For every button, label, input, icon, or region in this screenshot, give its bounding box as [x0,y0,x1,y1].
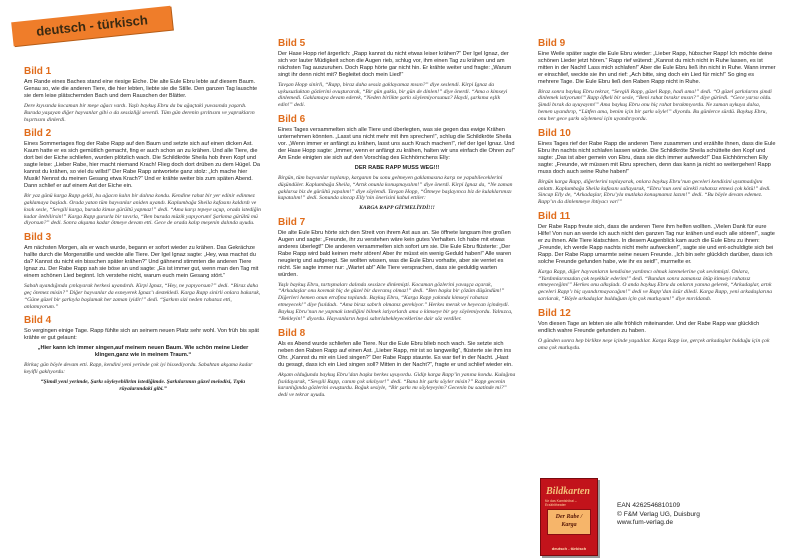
turkish-paragraph: Bir yaz günü karga Rapp geldi, bu ağacın kalın bir dalına kondu. Kendine rahat bir yer edinir edinmez gaklamaya başladı. Orada yatan tüm hayvanlar aniden uyandı. Kaplumbağa Sheila kafasını kaldırdı ve kısık sesle, “Sevgili karga, burada kimse gürültü yapmaz!” dedi. “Ama karşı tepeye uçup, orada istediğin kadar ötebilirsin!” Karga Rapp gururla bir tavırla, “Ben burada müzik yapıyorum! Şarkıma gürültü mü diyorsun?” dedi. Sonra akşama kadar ötmeye devam etti. Gece de orada kalıp meşenin dalında uyudu. [24,192,261,227]
german-paragraph: Als es Abend wurde schliefen alle Tiere. Nur die Eule Ebru blieb noch wach. Sie setzte sich neben den Raben Rapp auf einen Ast. „Lieber Rapp, mir ist so langweilig“, flüsterte sie ihm ins Ohr. „Kannst du mir ein Lied singen?“ Der Rabe Rapp staunte. Es war tief in der Nacht. „Hast du gesagt, dass ich ein Lied singen soll? Mitten in der Nacht?“, fragte er und schlief wieder ein. [278,341,513,368]
section-heading: Bild 10 [538,128,571,140]
german-paragraph: Am nächsten Morgen, als er wach wurde, begann er sofort wieder zu krähen. Das Gekrächze hallte durch die Morgenstille und weckte alle Tiere. Der Igel Ignaz sagte: „Hey, was machst du da? Kannst du nicht ein bisschen später krähen?“ Und gähnend stimmten die anderen Tiere Ignaz zu. Der Rabe Rapp sah sie böse an und sagte: „Es ist immer gut, wenn man den Tag mit einem schönen Lied beginnt. Ich verstehe nicht, warum euch mein Gesang stört.“ [24,245,259,279]
book-language: deutsch - türkisch [551,546,587,551]
turkish-paragraph: Birgün, tüm hayvanlar toplanıp, karganın bu sonu gelmeyen gaklamasına karşı ne yapabileceklerini düşündüler. Kaplumbağa Sheila, “Artık onunla konuşmayalım!” diye önerdi. Kirpi Ignaz da, “Ne zaman gaklarsa biz de gürültü yapalım!” diye söylendi. Tavşan Hopp, “Ötmeye başlayınca biz de kulaklarımızı kapatalım!” dedi. Sonunda sincap Elly’nin önerisini kabul ettiler: [278,174,513,202]
quote-text: “Şimdi yeni yerimde, Şarkı söyleyebilirim istediğimde. Şarkılarımın güzel melodisi, Tıpkı rüyalarımdaki gibi.” [40,378,246,392]
german-paragraph: Der Rabe Rapp freute sich, dass die anderen Tiere ihm helfen wollten. „Vielen Dank für eure Hilfe! Von nun an werde ich auch nicht den ganzen Tag nur krähen und euch alle stören!“, sagte er zu ihnen. Alle Tiere klatschten. In diesem Augenblick kam auch die Eule Ebru zu ihnen: „Freunde, ich werde Rapp nachts nicht mehr aufwecken!“, sagte sie und ent-schuldigte sich bei Rapp. Der Rabe Rapp umarmte seine neuen Freunde. „Ich bin sehr glücklich darüber, dass ich solche Freunde gefunden habe, wie ihr es seid!“, murmelte er. [538,224,775,265]
turkish-paragraph: Birkaç gün böyle devam etti. Rapp, kendini yeni yerinde çok iyi hissediyordu. Sabahtan akşama kadar keyifli gaklıyordu: [24,362,253,375]
german-paragraph: Eines Tages rief der Rabe Rapp die anderen Tiere zusammen und erzählte ihnen, dass die Eule Ebru ihn nachts nicht schlafen lassen würde. Die Schildkröte Sheila schüttelte den Kopf und sagte: „Das ist aber gemein von Ebru, dass sie dich immer aufweckt!“ Das Eichhörnchen Elly sagte: „Freunde, wir müssen mit Ebru sprechen, denn das kann ja nicht so weitergehen! Rapp muss doch auch seine Ruhe haben!“ [538,141,776,175]
german-paragraph: Von diesen Tage an lebten sie alle fröhlich miteinander. Und der Rabe Rapp war glücklich endlich wahre Freunde gefunden zu haben. [538,321,760,335]
imprint [617,502,700,528]
language-banner [11,6,173,47]
turkish-paragraph: Birgün karga Rapp, diğerlerini toplayarak, onlara baykuş Ebru’nun geceleri kendisini uyutmadığını anlattı. Kaplumbağa Sheila kafasını sallayarak, “Ebru’nun seni sürekli rahatsız etmesi çok kötü!” dedi. Sincap Elly de, “Arkadaşlar, Ebru’yla mutlaka konuşmamız lazım!” dedi. “Bu böyle devam edemez. Rapp’ın da dinlenmeye ihtiyacı var!” [538,178,771,206]
turkish-paragraph: Akşam olduğunda baykuş Ebru’dan başka herkes uyuyordu. Gidip karga Rapp’in yanına kondu. Kulağına fısıldayarak, “Sevgili Rapp, canım çok sıkılıyor!” dedi. “Bana bir şarkı söyler misin?” Rapp gecenin karanlığında gözlerini ovuşturdu. Boğuk sesiyle, “Bir şarkı mı söyleyeyim? Gecenin bu saatinde mi?” dedi ve tekrar uyudu. [278,371,516,399]
turkish-paragraph: Yaşlı baykuş Ebru, tartışmaları dalında sessizce dinlemişti. Kocaman gözlerini yavaşça açarak, “Arkadaşlar onu kovmak hiç de güzel bir davranış olmaz!” dedi. “Ben başka bir çözüm düşündüm!” Diğerleri hemen onun etrafına toplandı. Baykuş Ebru, “Karga Rapp yakında kimseyi rahatsız etmeyecek!” diye fısıldadı. “Ama biraz sabırlı olmanız gerekiyor.” Herkes merak ve heyecan içindeydi. Baykuş Ebru’nun ne yapmak istediğini bilmek istiyorlardı ama o kimseye bir şey söylemiyordu. Yalnızca, “Bekleyin!” diyordu. Hayvanların hepsi sabırlabekleyeceklerine dair söz verdiler. [278,281,513,323]
story-section [278,328,516,399]
section-heading: Bild 3 [24,232,52,244]
section-heading: Bild 7 [278,217,306,229]
publisher-url: www.fum-verlag.de [617,519,674,527]
story-section [278,114,516,212]
column-middle [278,38,516,404]
book-plate: Der Rabe / Karga [547,509,591,535]
story-section [24,128,262,227]
column-left [24,66,262,398]
publisher: © F&M Verlag UG, Duisburg [617,510,700,518]
language-banner-label: deutsch - türkisch [35,12,149,39]
quote-text: KARGA RAPP GİTMELİYDİ!!! [359,205,435,212]
turkish-paragraph: Sabah uyandığında çınlayarak herkesi uyandırdı. Kirpi Ignaz, “Hey, ne yapıyorsun?” dedi. “Biraz daha geç ötemez misin?” Diğer hayvanlar da esneyerek Ignaz’ı destekledi. Karga Rapp sinirli onlara bakarak, “Güne güzel bir şarkıyla başlamak her zaman iyidir!” dedi. “Şarkım sizi neden rahatsız etti, anlamıyorum.” [24,282,261,310]
german-paragraph: Am Rande eines Baches stand eine riesige Eiche. Die alte Eule Ebru lebte auf diesem Baum. Genau so, wie die anderen Tiere, die hier lebten, liebte sie die Stille. Den ganzen Tag lauschte sie dem leise plätschernden Bach und dem Rauschen der Blätter. [24,79,258,99]
book-subtitle: für das Kamishibai – Erzähltheater [545,499,577,507]
section-heading: Bild 8 [278,328,306,339]
german-paragraph: Eine Weile später sagte die Eule Ebru wieder: „Lieber Rapp, hübscher Rapp! Ich möchte deine schönen Lieder jetzt hören.“ Rapp rief wütend: „Kannst du mich nicht in Ruhe lassen, es ist mitten in der Nacht! Lass mich schlafen!“ Aber die Eule Ebru ließ ihn nicht in Ruhe. Wann immer er einschlief, weckte sie ihn und rief: „Ach bitte, sing doch ein Lied für mich!“ So ging es mehrere Tage. Die Eule Ebru ließ den Raben Rapp nicht in Ruhe. [538,51,776,85]
section-heading: Bild 11 [538,211,571,223]
turkish-paragraph: O günden sonra hep birlikte neşe içinde yaşadılar. Karga Rapp ise, gerçek arkadaşlar bulduğu için çok ama çok mutluydu. [538,338,770,351]
section-heading: Bild 4 [24,315,52,327]
story-section [24,232,262,310]
story-section [278,217,516,323]
story-section [538,38,776,123]
section-heading: Bild 5 [278,38,306,49]
german-paragraph: Eines Sommertages flog der Rabe Rapp auf den Baum und setzte sich auf einen dicken Ast. Kaum hatte er es sich gemütlich gemacht, fing er auch schon an zu krähen. Und alle Tiere, die dort bei der Eiche schliefen, wurden plötzlich wach. Die Schildkröte Sheila hob ihren Kopf und sagte leise: „Lieber Rabe, hier macht niemand Krach! Flieg doch dort drüben zu dem Hügel. Da kannst du krähen, so viel du willst!“ Der Rabe Rapp antwortete ganz stolz: „Ich mache hier Musik! Nennst du meinen Gesang etwa Krach?“ Und er krähte weiter bis zum späten Abend. Dann schlief er auf einem Ast der Eiche ein. [24,141,260,189]
story-section [278,38,516,109]
turkish-paragraph: Biraz sonra baykuş Ebru tekrar, “Sevgili Rapp, güzel Rapp, hadi ama!” dedi. “O güzel şarkılarını şimdi dinlemek istiyorum!” Rapp öfkeli bir sesle, “Beni rahat bırakır mısın?” diye gürledi. “Gece yarısı oldu. Şimdi bırak da uyuyayım!” Ama baykuş Ebru onu hiç rahat bırakmıyordu. Ne zaman uykuya dalsa, hemen uyandırıp, “Lütfen ama, benim için bir şarkı söyle!” diyordu. Bu günlerce sürdü. Baykuş Ebru, onu her gece şarkı söylemesi için uyandırıyordu. [538,88,772,123]
story-section [538,211,776,303]
book-cover-image [540,478,598,556]
turkish-paragraph: Karga Rapp, diğer hayvanların kendisine yardımcı olmak istemelerine çok sevinmişti. Onlara, “Yardımlarınızdan çok teşekkür ederim!” dedi. “Bundan sonra zamansız ötüp kimseyi rahatsız etmeyeceğim!” Herkes onu alkışladı. O anda baykuş Ebru da onların yanına gelerek, “Arkadaşlar, artık geceleri Rapp’ı hiç uyandırmayacağım!” dedi ve Rapp’dan özür diledi. Karga Rapp, yeni arkadaşlarına sarılarak, “Böyle arkadaşlar bulduğum için çok mutluyum!” diye mırıldandı. [538,268,773,303]
german-paragraph: So vergingen einige Tage. Rapp fühlte sich an seinem neuen Platz sehr wohl. Von früh bis spät krähte er gut gelaunt: [24,328,259,342]
book-title: Bildkarten [546,486,590,497]
section-heading: Bild 9 [538,38,566,49]
german-paragraph: Der Hase Hopp rief ärgerlich: „Rapp kannst du nicht etwas leiser krähen?“ Der Igel Ignaz, der sich vor lauter Müdigkeit schon die Augen rieb, schlug vor, ihm einen Tag zu krähen und am nächsten Tag auszuruhen. Doch Rapp hörte gar nicht hin. Er krähte weiter und fragte: „Warum singt ihr denn nicht mit? Begleitet doch mein Lied!“ [278,51,512,78]
quote-text: DER RABE RAPP MUSS WEG!!! [354,164,440,171]
quote-text: „Hier kann ich immer singen,auf meinem neuen Baum. Wie schön meine Lieder klingen,ganz wie in meinem Traum.“ [37,345,249,359]
story-section [24,66,262,123]
german-paragraph: Eines Tages versammelten sich alle Tiere und überlegten, was sie gegen das ewige Krähen unternehmen könnten. „Lasst uns nicht mehr mit ihm sprechen!“, schlug die Schildkröte Sheila vor. „Wenn immer er anfängt zu krähen, lasst uns auch Krach machen!“, rief der Igel Ignaz. Und der Hase Hopp sagte: „Immer, wenn er anfängt zu krähen, halten wir uns einfach die Ohren zu!“ Am Ende einigten sie sich auf den Vorschlag des Eichhörnchens Elly: [278,127,515,161]
section-heading: Bild 12 [538,308,571,320]
story-section [24,315,262,392]
column-right [538,38,776,357]
section-heading: Bild 2 [24,128,52,140]
section-heading: Bild 1 [24,66,52,77]
turkish-paragraph: Tavşan Hopp sinirli, “Rapp, biraz daha sessiz gaklayamaz mısın?” diye seslendi. Kirpi Ignaz da uykusuzluktan gözlerini ovuşturarak, “Bir gün gakla, bir gün de dinlen!” diye önerdi. “Ama o kimseyi dinlemedi. Gaklamaya devam ederek, “Neden birlikte şarkı söylemiyorsunuz? Haydi, şarkıma eşlik edin!” dedi. [278,81,508,109]
section-heading: Bild 6 [278,114,306,126]
ean-code: EAN 4262546810109 [617,502,681,509]
german-paragraph: Die alte Eule Ebru hörte sich den Streit von ihrem Ast aus an. Sie öffnete langsam ihre großen Augen und sagte: „Freunde, ihr zu verstehen wäre kein gutes Verhalten. Ich habe mit etwas anderes überlegt!“ Die anderen versammelten sich sofort um sie. Die Eule Ebru flüsterte: „Der Rabe Rapp wird bald keinen mehr stören! Aber ihr müsst ein wenig Geduld haben!“ Alle waren neugierig und aufgeregt. Sie wollten wissen, was die Eule Ebru vorhatte, aber sie verriet es nicht. Sie sagte immer nur: „Wartet ab!“ Alle Tiere versprachen, dass sie geduldig warten würden. [278,230,512,278]
story-section [538,308,776,352]
story-section [538,128,776,206]
turkish-paragraph: Dere kıyısında kocaman bir meşe ağacı vardı. Yaşlı baykuş Ebru da bu ağaçtaki yuvasında yaşardı. Burada yaşayan diğer hayvanlar gibi o da sessizliği severdi. Tüm gün derenin şırıltısını ve yaprakların hışırtısını dinlerdi. [24,102,255,123]
